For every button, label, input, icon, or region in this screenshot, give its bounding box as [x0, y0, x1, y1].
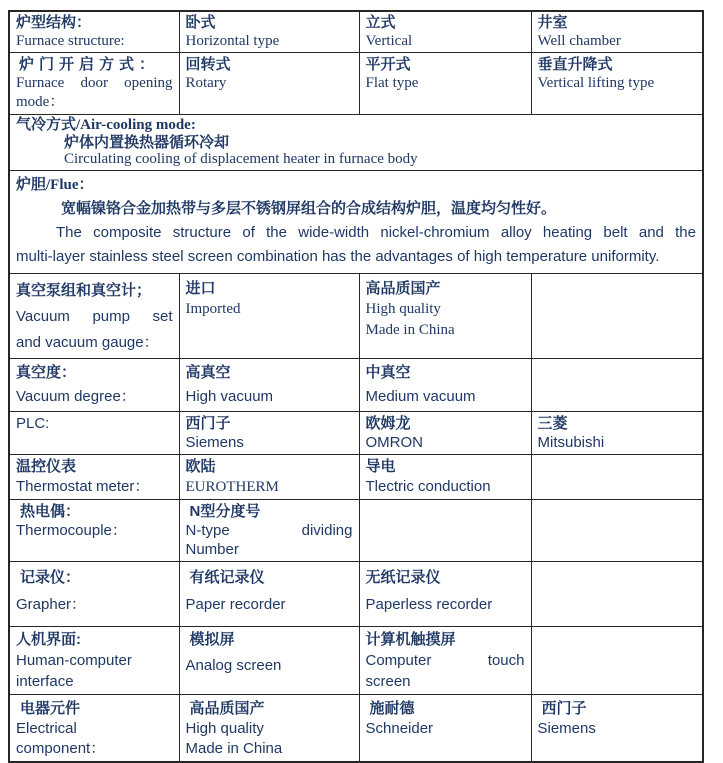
cell-vacuum-degree-label: [9, 359, 179, 412]
cell-vertical-type: [359, 11, 531, 53]
row-thermostat-meter: [9, 455, 703, 500]
label-en: Vacuum pump set: [16, 308, 173, 325]
air-cooling-title: 气冷方式/Air-cooling mode:: [16, 117, 196, 133]
value-zh: N型分度号: [189, 503, 261, 520]
row-plc: [9, 412, 703, 455]
cell-eurotherm: [179, 455, 359, 500]
value-zh: 回转式: [185, 56, 231, 73]
value-en: Paper recorder: [185, 596, 286, 613]
value-en: Computer touch: [365, 652, 525, 669]
cell-electrical-label: [9, 695, 179, 763]
value-en: EUROTHERM: [185, 479, 279, 495]
value-en: High quality: [365, 301, 441, 317]
label-en: Grapher：: [16, 596, 87, 613]
air-cooling-zh: 炉体内置换热器循环冷却: [64, 134, 230, 151]
value-zh: 立式: [365, 14, 396, 31]
value-en: Mitsubishi: [537, 434, 605, 451]
value-en: Paperless recorder: [365, 596, 493, 613]
value-en2: Made in China: [185, 740, 283, 757]
row-electrical-component: [9, 695, 703, 763]
value-zh: 计算机触摸屏: [365, 631, 456, 648]
value-zh: 欧陆: [185, 458, 216, 475]
air-cooling-en: Circulating cooling of displacement heater in furnace body: [64, 151, 418, 167]
flue-zh: 宽幅镍铬合金加热带与多层不锈钢屏组合的合成结构炉胆，温度均匀性好。: [61, 200, 557, 217]
cell-paperless-recorder: [359, 562, 531, 627]
empty-cell: [531, 562, 703, 627]
cell-schneider: [359, 695, 531, 763]
value-en: High quality: [185, 720, 264, 737]
row-vacuum-degree: [9, 359, 703, 412]
value-zh: 导电: [365, 458, 396, 475]
label-en2: interface: [16, 673, 74, 690]
row-air-cooling-mode: [9, 115, 703, 171]
label-en: Thermocouple：: [16, 522, 127, 539]
value-en: Siemens: [185, 434, 244, 451]
value-en: Flat type: [365, 75, 419, 91]
cell-grapher-label: [9, 562, 179, 627]
cell-thermostat-label: [9, 455, 179, 500]
flue-en-line2: multi-layer stainless steel screen combination has the advantages of high temperature uniformity.: [16, 248, 660, 265]
row-grapher: [9, 562, 703, 627]
cell-rotary: [179, 53, 359, 115]
value-en: N-type dividing: [185, 522, 353, 539]
cell-furnace-structure-label: [9, 11, 179, 53]
cell-siemens-2: [531, 695, 703, 763]
cell-medium-vacuum: [359, 359, 531, 412]
flue-title: 炉胆/Flue：: [16, 177, 94, 193]
value-zh: 施耐德: [369, 700, 415, 717]
furnace-spec-table: [8, 10, 704, 763]
cell-well-chamber: [531, 11, 703, 53]
cell-air-cooling-mode: [9, 115, 703, 171]
label-zh: 真空度：: [16, 364, 77, 381]
label-en: Furnace door opening: [16, 75, 173, 91]
empty-cell: [359, 500, 531, 562]
label-zh: 电器元件: [20, 700, 81, 717]
cell-analog-screen: [179, 627, 359, 695]
label-en2: and vacuum gauge：: [16, 334, 159, 351]
cell-high-quality-domestic-2: [179, 695, 359, 763]
label-en: Thermostat meter：: [16, 478, 150, 495]
cell-door-mode-label: [9, 53, 179, 115]
cell-vacuum-pump-label: [9, 274, 179, 359]
value-zh: 高真空: [185, 364, 231, 381]
value-en: High vacuum: [185, 388, 274, 405]
empty-cell: [531, 274, 703, 359]
value-en: Tlectric conduction: [365, 478, 491, 495]
value-en: OMRON: [365, 434, 423, 451]
value-zh: 模拟屏: [189, 631, 235, 648]
cell-hci-label: [9, 627, 179, 695]
value-zh: 欧姆龙: [365, 415, 411, 432]
cell-electric-conduction: [359, 455, 531, 500]
row-vacuum-pump-set: [9, 274, 703, 359]
label-en2: mode：: [16, 94, 65, 110]
label-zh: 人机界面:: [16, 631, 81, 648]
label-zh: 炉门开启方式：: [19, 56, 160, 73]
value-zh: 西门子: [541, 700, 587, 717]
value-en: Horizontal type: [185, 33, 280, 49]
value-en2: Number: [185, 541, 239, 558]
label-zh: 真空泵组和真空计；: [16, 282, 152, 299]
cell-imported: [179, 274, 359, 359]
value-en: Siemens: [537, 720, 596, 737]
value-en: Rotary: [185, 75, 227, 91]
value-zh: 三菱: [537, 415, 568, 432]
cell-high-quality-domestic: [359, 274, 531, 359]
empty-cell: [531, 359, 703, 412]
label-en: PLC:: [16, 415, 50, 432]
cell-siemens: [179, 412, 359, 455]
row-thermocouple: [9, 500, 703, 562]
cell-high-vacuum: [179, 359, 359, 412]
value-zh: 垂直升降式: [537, 56, 613, 73]
label-zh: 热电偶：: [20, 503, 81, 520]
value-zh: 西门子: [185, 415, 231, 432]
cell-computer-touch-screen: [359, 627, 531, 695]
cell-vertical-lifting: [531, 53, 703, 115]
value-zh: 井室: [537, 14, 568, 31]
value-en2: Made in China: [365, 322, 455, 338]
value-en: Imported: [185, 301, 241, 317]
cell-plc-label: [9, 412, 179, 455]
value-zh: 中真空: [365, 364, 411, 381]
cell-paper-recorder: [179, 562, 359, 627]
value-zh: 平开式: [365, 56, 411, 73]
value-en: Well chamber: [537, 33, 621, 49]
label-zh: 温控仪表: [16, 458, 77, 475]
empty-cell: [531, 500, 703, 562]
cell-horizontal-type: [179, 11, 359, 53]
empty-cell: [531, 455, 703, 500]
label-zh: 记录仪：: [20, 569, 81, 586]
value-zh: 有纸记录仪: [189, 569, 265, 586]
value-zh: 卧式: [185, 14, 216, 31]
cell-flat-type: [359, 53, 531, 115]
label-en: Vacuum degree：: [16, 388, 136, 405]
value-en: Analog screen: [185, 657, 282, 674]
row-furnace-door-opening-mode: [9, 53, 703, 115]
label-en2: component：: [16, 740, 106, 757]
value-zh: 无纸记录仪: [365, 569, 441, 586]
label-zh: 炉型结构：: [16, 14, 92, 31]
label-en: Human-computer: [16, 652, 132, 669]
cell-thermocouple-label: [9, 500, 179, 562]
row-furnace-structure: [9, 11, 703, 53]
label-en: Electrical: [16, 720, 77, 737]
cell-n-type: [179, 500, 359, 562]
value-en: Vertical: [365, 33, 413, 49]
row-flue: [9, 171, 703, 274]
value-zh: 进口: [185, 280, 216, 297]
spec-sheet: [8, 10, 704, 763]
row-human-computer-interface: [9, 627, 703, 695]
value-en: Vertical lifting type: [537, 75, 655, 91]
cell-flue: [9, 171, 703, 274]
cell-omron: [359, 412, 531, 455]
empty-cell: [531, 627, 703, 695]
label-en: Furnace structure:: [16, 33, 125, 49]
value-en: Schneider: [365, 720, 434, 737]
value-en2: screen: [365, 673, 411, 690]
value-en: Medium vacuum: [365, 388, 476, 405]
cell-mitsubishi: [531, 412, 703, 455]
flue-en-line1: The composite structure of the wide-width nickel-chromium alloy heating belt and the: [56, 224, 696, 241]
value-zh: 高品质国产: [189, 700, 265, 717]
value-zh: 高品质国产: [365, 280, 441, 297]
